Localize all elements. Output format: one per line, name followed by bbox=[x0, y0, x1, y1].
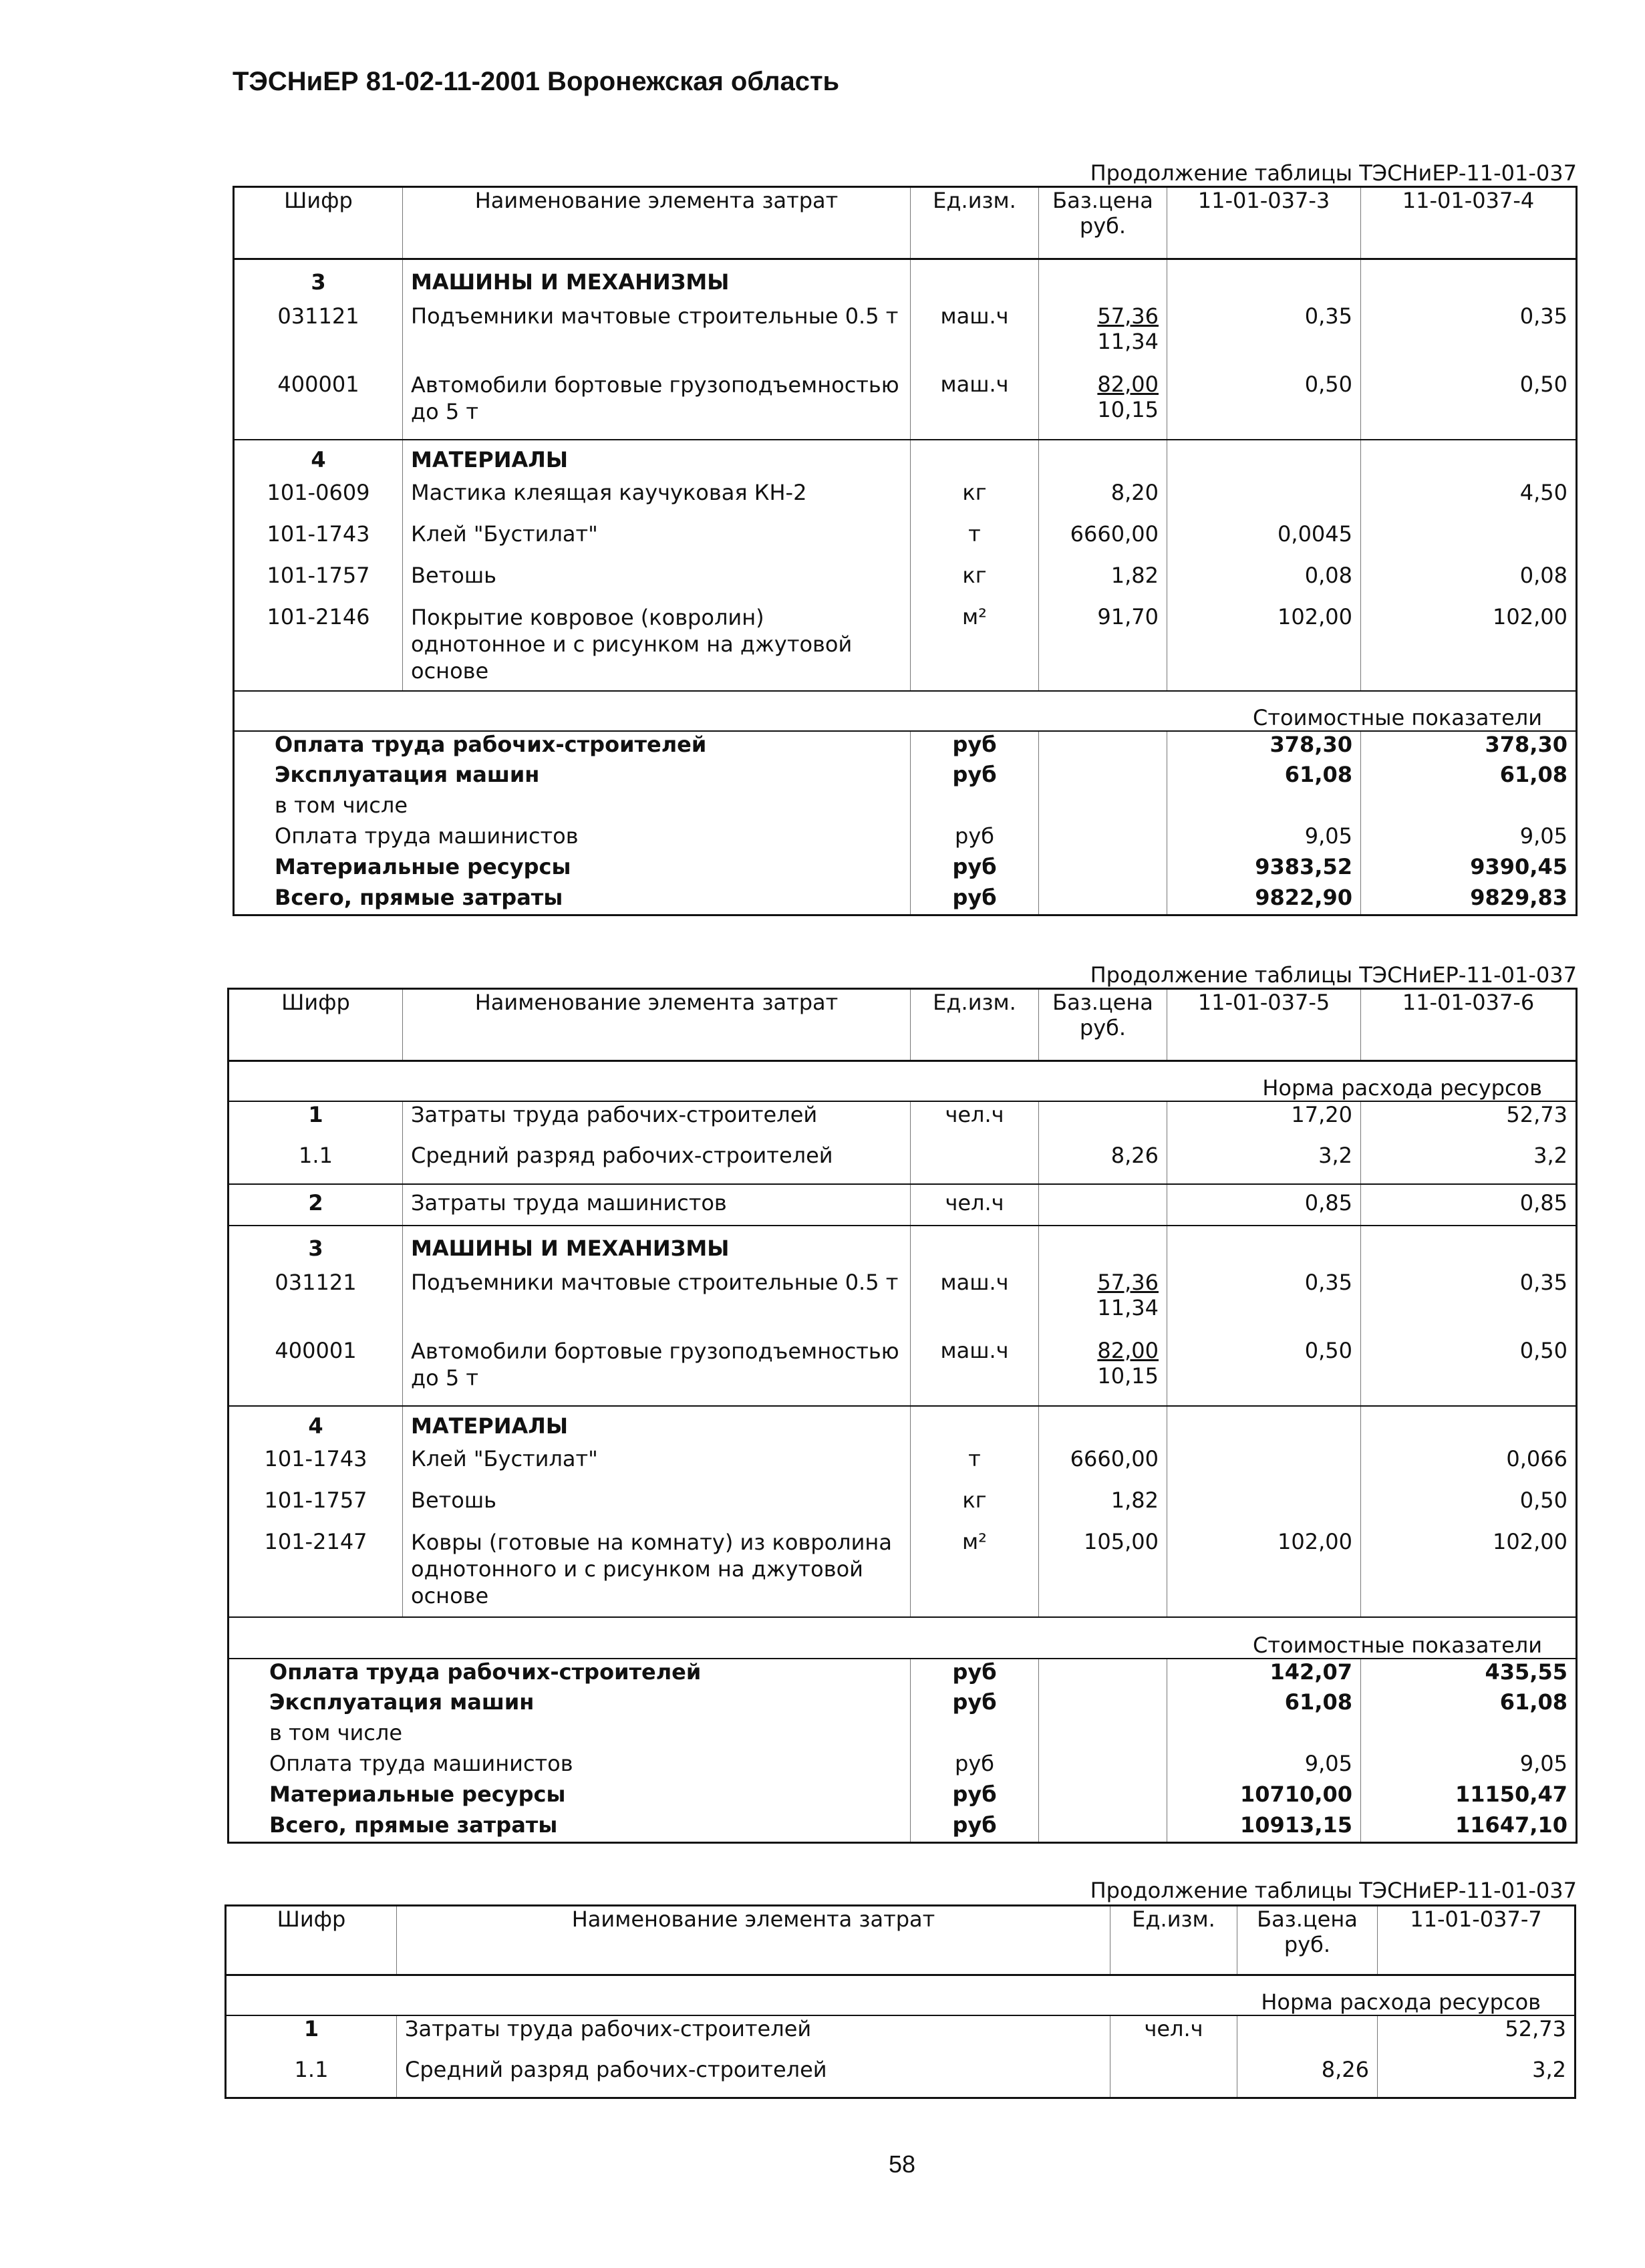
summary-row: Оплата труда машинистов руб 9,05 9,05 bbox=[234, 823, 1577, 854]
table-row: 031121 Подъемники мачтовые строительные 0.5 т маш.ч 57,36 11,34 0,35 0,35 bbox=[234, 303, 1577, 372]
table-row: 1.1 Средний разряд рабочих-строителей 8,26 3,2 3,2 bbox=[229, 1143, 1577, 1184]
header-price: Баз.цена руб. bbox=[1039, 187, 1167, 259]
table-row: 1 Затраты труда рабочих-строителей чел.ч 52,73 bbox=[226, 2015, 1576, 2057]
table-row: 101-2147 Ковры (готовые на комнату) из ковролина однотонного и с рисунком на джутовой основе м² 105,00 102,00 102,00 bbox=[229, 1529, 1577, 1617]
summary-row: Всего, прямые затраты руб 9822,90 9829,83 bbox=[234, 885, 1577, 915]
summary-row: Материальные ресурсы руб 10710,00 11150,47 bbox=[229, 1782, 1577, 1812]
table-row: 101-1743 Клей "Бустилат" т 6660,00 0,066 bbox=[229, 1446, 1577, 1487]
summary-row: Оплата труда рабочих-строителей руб 378,30 378,30 bbox=[234, 731, 1577, 762]
header-column-a: 11-01-037-3 bbox=[1167, 187, 1361, 259]
table-continuation-label: Продолжение таблицы ТЭСНиЕР-11-01-037 bbox=[1090, 962, 1577, 988]
table-row: 031121 Подъемники мачтовые строительные 0.5 т маш.ч 57,36 11,34 0,35 0,35 bbox=[229, 1270, 1577, 1338]
table-row: 400001 Автомобили бортовые грузоподъемностью до 5 т маш.ч 82,00 10,15 0,50 0,50 bbox=[234, 372, 1577, 440]
table-continuation-label: Продолжение таблицы ТЭСНиЕР-11-01-037 bbox=[1090, 160, 1577, 186]
table-continuation-label: Продолжение таблицы ТЭСНиЕР-11-01-037 bbox=[1090, 1878, 1577, 1903]
table-row: 400001 Автомобили бортовые грузоподъемностью до 5 т маш.ч 82,00 10,15 0,50 0,50 bbox=[229, 1338, 1577, 1406]
summary-row: Всего, прямые затраты руб 10913,15 11647,10 bbox=[229, 1812, 1577, 1843]
summary-row: Оплата труда машинистов руб 9,05 9,05 bbox=[229, 1751, 1577, 1782]
header-column-b: 11-01-037-4 bbox=[1361, 187, 1577, 259]
summary-row: в том числе bbox=[234, 793, 1577, 823]
table-row: 101-0609 Мастика клеящая каучуковая КН-2 кг 8,20 4,50 bbox=[234, 480, 1577, 521]
header-unit: Ед.изм. bbox=[911, 187, 1039, 259]
page-number: 58 bbox=[889, 2150, 916, 2178]
table-row: 101-1743 Клей "Бустилат" т 6660,00 0,0045 bbox=[234, 521, 1577, 563]
table-row: 101-1757 Ветошь кг 1,82 0,08 0,08 bbox=[234, 563, 1577, 604]
table-header-row bbox=[234, 187, 1577, 259]
section-row: 3 МАШИНЫ И МЕХАНИЗМЫ bbox=[229, 1226, 1577, 1270]
summary-row: Эксплуатация машин руб 61,08 61,08 bbox=[229, 1689, 1577, 1720]
table-row: 101-2146 Покрытие ковровое (ковролин) однотонное и с рисунком на джутовой основе м² 91,70 102,00 102,00 bbox=[234, 604, 1577, 691]
resource-table-1 bbox=[233, 186, 1578, 916]
section-row: 3 МАШИНЫ И МЕХАНИЗМЫ bbox=[234, 259, 1577, 303]
table-row: 2 Затраты труда машинистов чел.ч 0,85 0,85 bbox=[229, 1184, 1577, 1226]
document-title: ТЭСНиЕР 81-02-11-2001 Воронежская область bbox=[233, 67, 840, 96]
table-row: 101-1757 Ветошь кг 1,82 0,50 bbox=[229, 1487, 1577, 1529]
summary-row: Материальные ресурсы руб 9383,52 9390,45 bbox=[234, 854, 1577, 885]
header-name: Наименование элемента затрат bbox=[403, 187, 911, 259]
summary-row: в том числе bbox=[229, 1720, 1577, 1751]
table-row: 1.1 Средний разряд рабочих-строителей 8,26 3,2 bbox=[226, 2057, 1576, 2098]
table-row: 1 Затраты труда рабочих-строителей чел.ч 17,20 52,73 bbox=[229, 1101, 1577, 1143]
table-header-row: Шифр Наименование элемента затрат Ед.изм. Баз.цена руб. 11-01-037-5 11-01-037-6 bbox=[229, 989, 1577, 1061]
cost-indicators-label-row: Стоимостные показатели bbox=[234, 691, 1577, 731]
table-header-row: Шифр Наименование элемента затрат Ед.изм. Баз.цена руб. 11-01-037-7 bbox=[226, 1906, 1576, 1975]
section-row: 4 МАТЕРИАЛЫ bbox=[234, 440, 1577, 480]
resource-table-3 bbox=[225, 1904, 1576, 2099]
norm-label-row: Норма расхода ресурсов bbox=[226, 1975, 1576, 2015]
cost-indicators-label-row: Стоимостные показатели bbox=[229, 1617, 1577, 1659]
section-row: 4 МАТЕРИАЛЫ bbox=[229, 1406, 1577, 1446]
summary-row: Эксплуатация машин руб 61,08 61,08 bbox=[234, 762, 1577, 793]
summary-row: Оплата труда рабочих-строителей руб 142,07 435,55 bbox=[229, 1659, 1577, 1689]
norm-label-row: Норма расхода ресурсов bbox=[229, 1061, 1577, 1101]
header-code: Шифр bbox=[234, 187, 403, 259]
resource-table-2 bbox=[227, 988, 1578, 1844]
